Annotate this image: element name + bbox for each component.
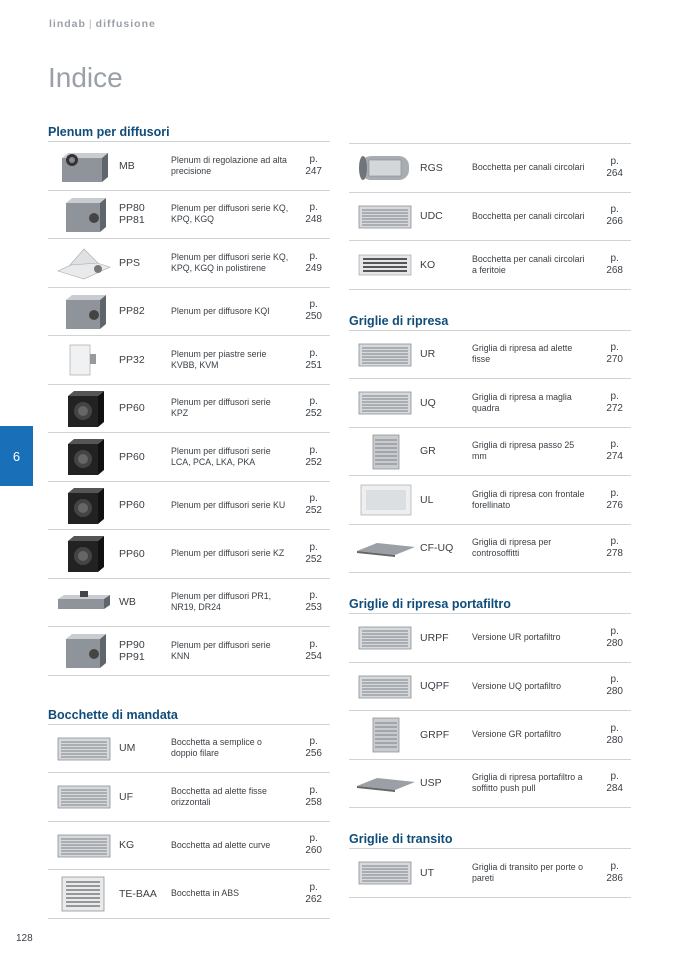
product-description: Plenum per piastre serie KVBB, KVM: [171, 348, 267, 370]
page-reference[interactable]: [305, 385, 322, 433]
product-code: UQ: [420, 396, 436, 409]
section-title: Griglie di ripresa: [349, 312, 631, 331]
product-description: Griglia di ripresa passo 25 mm: [472, 440, 575, 462]
ceiling-panel-icon: [355, 531, 415, 567]
page-reference[interactable]: [305, 627, 322, 675]
index-entry[interactable]: [349, 428, 631, 477]
page-value: 262: [305, 893, 322, 905]
page-value: 268: [606, 264, 623, 276]
page-prefix: p.: [610, 625, 619, 637]
product-description: Griglia di ripresa con frontale forellinato: [472, 488, 585, 510]
product-description: Versione GR portafiltro: [472, 729, 561, 740]
chapter-tab[interactable]: 6: [0, 426, 33, 486]
page-reference[interactable]: [606, 193, 623, 241]
page-prefix: p.: [610, 439, 619, 451]
section-title: Plenum per diffusori: [48, 123, 330, 142]
page-prefix: p.: [610, 674, 619, 686]
page-reference[interactable]: [305, 822, 322, 870]
page-value: 266: [606, 216, 623, 228]
product-description: Bocchetta a semplice o doppio filare: [171, 737, 262, 759]
product-description: Bocchetta in ABS: [171, 888, 239, 899]
product-code: PP60: [119, 402, 145, 415]
section-gap: [349, 808, 631, 830]
product-description: Plenum per diffusori serie KQ, KPQ, KGQ in polistirene: [171, 251, 289, 273]
product-code: KO: [420, 258, 436, 271]
page-reference[interactable]: [305, 191, 322, 239]
product-description: Plenum per diffusori serie KNN: [171, 639, 271, 661]
product-code: UQPF: [420, 680, 450, 693]
index-entry[interactable]: [349, 760, 631, 809]
page-value: 260: [305, 845, 322, 857]
product-code: UDC: [420, 210, 443, 223]
grille-icon: [54, 731, 114, 767]
page-reference[interactable]: [305, 336, 322, 384]
page-prefix: p.: [309, 347, 318, 359]
grille-icon: [355, 620, 415, 656]
product-description: Bocchetta per canali circolari a feritoie: [472, 253, 585, 275]
page-prefix: p.: [309, 202, 318, 214]
product-code: GRPF: [420, 728, 450, 741]
page-prefix: p.: [610, 342, 619, 354]
index-entry[interactable]: [349, 711, 631, 760]
page-prefix: p.: [610, 252, 619, 264]
page-value: 276: [606, 499, 623, 511]
page-value: 251: [305, 359, 322, 371]
page-prefix: p.: [610, 204, 619, 216]
grille-icon: [54, 779, 114, 815]
page-reference[interactable]: [606, 760, 623, 808]
page-prefix: p.: [610, 390, 619, 402]
index-entry[interactable]: [349, 476, 631, 525]
index-entry[interactable]: [48, 579, 330, 628]
page-value: 286: [606, 872, 623, 884]
product-code: TE-BAA: [119, 887, 157, 900]
page-reference[interactable]: [606, 476, 623, 524]
product-description: Versione UR portafiltro: [472, 632, 561, 643]
page-reference[interactable]: [606, 428, 623, 476]
product-description: Griglia di ripresa portafiltro a soffitto push pull: [472, 772, 583, 794]
product-code: PP82: [119, 305, 145, 318]
index-entry[interactable]: [48, 191, 330, 240]
section-gap: [349, 573, 631, 595]
page-prefix: p.: [610, 155, 619, 167]
index-entry[interactable]: [48, 870, 330, 919]
page-reference[interactable]: [305, 579, 322, 627]
page-reference[interactable]: [606, 144, 623, 192]
page-value: 252: [305, 553, 322, 565]
section-gap: [349, 290, 631, 312]
grille-icon: [355, 855, 415, 891]
page-reference[interactable]: [606, 614, 623, 662]
product-description: Bocchetta ad alette curve: [171, 839, 271, 850]
index-entry[interactable]: [349, 144, 631, 193]
page-prefix: p.: [309, 638, 318, 650]
section-title: Bocchette di mandata: [48, 706, 330, 725]
page-value: 270: [606, 354, 623, 366]
index-entry[interactable]: [349, 849, 631, 898]
page-reference[interactable]: [305, 433, 322, 481]
product-code: PP80 PP81: [119, 202, 145, 227]
box-valve-icon: [54, 148, 114, 184]
index-entry[interactable]: [48, 773, 330, 822]
circular-duct-icon: [355, 150, 415, 186]
page-value: 253: [305, 602, 322, 614]
page-value: 248: [305, 214, 322, 226]
product-code: PP60: [119, 499, 145, 512]
product-description: Plenum per diffusori serie KQ, KPQ, KGQ: [171, 203, 289, 225]
index-entry[interactable]: [349, 525, 631, 574]
page-reference[interactable]: [305, 870, 322, 918]
index-entry[interactable]: [48, 725, 330, 774]
page-value: 264: [606, 167, 623, 179]
product-code: PPS: [119, 256, 141, 269]
index-entry[interactable]: [48, 385, 330, 434]
page-value: 280: [606, 734, 623, 746]
page-reference[interactable]: [606, 711, 623, 759]
product-description: Plenum per diffusori serie KZ: [171, 548, 285, 559]
index-entry[interactable]: [48, 142, 330, 191]
page-prefix: p.: [610, 722, 619, 734]
right-column: [349, 143, 631, 898]
left-column: [48, 123, 330, 919]
index-entry[interactable]: [48, 288, 330, 337]
brand-section: diffusione: [95, 18, 156, 30]
page-value: 252: [305, 456, 322, 468]
page-reference[interactable]: [606, 663, 623, 711]
page-value: 252: [305, 505, 322, 517]
page-prefix: p.: [309, 153, 318, 165]
page-prefix: p.: [309, 299, 318, 311]
page-reference[interactable]: [305, 288, 322, 336]
product-code: UT: [420, 866, 434, 879]
page-prefix: p.: [309, 784, 318, 796]
product-description: Griglia di ripresa ad alette fisse: [472, 343, 573, 365]
index-entry[interactable]: [349, 663, 631, 712]
square-grille-icon: [355, 717, 415, 753]
page-reference[interactable]: [305, 530, 322, 578]
product-description: Versione UQ portafiltro: [472, 680, 561, 691]
index-entry[interactable]: [48, 482, 330, 531]
product-code: UF: [119, 790, 133, 803]
product-description: Plenum per diffusori PR1, NR19, DR24: [171, 591, 272, 613]
product-code: USP: [420, 777, 442, 790]
page-prefix: p.: [309, 881, 318, 893]
black-box-icon: [54, 439, 114, 475]
product-code: PP60: [119, 547, 145, 560]
page-value: 280: [606, 686, 623, 698]
product-description: Bocchetta per canali circolari: [472, 162, 585, 173]
product-code: WB: [119, 596, 136, 609]
page-prefix: p.: [309, 444, 318, 456]
product-code: PP32: [119, 353, 145, 366]
black-box-icon: [54, 391, 114, 427]
index-entry[interactable]: [48, 627, 330, 676]
index-entry[interactable]: [349, 614, 631, 663]
page-prefix: p.: [309, 250, 318, 262]
page-prefix: p.: [610, 487, 619, 499]
page-prefix: p.: [309, 493, 318, 505]
product-code: UL: [420, 493, 434, 506]
index-entry[interactable]: [349, 241, 631, 290]
page-reference[interactable]: [606, 331, 623, 379]
grille-icon: [355, 669, 415, 705]
page-value: 284: [606, 783, 623, 795]
grille-icon: [54, 828, 114, 864]
index-entry[interactable]: [48, 530, 330, 579]
page-prefix: p.: [610, 860, 619, 872]
page-value: 249: [305, 262, 322, 274]
product-description: Griglia di transito per porte o pareti: [472, 861, 583, 883]
section-title: Griglie di transito: [349, 830, 631, 849]
page-title: Indice: [48, 62, 123, 93]
brand-header: [49, 18, 156, 30]
product-description: Griglia di ripresa a maglia quadra: [472, 391, 572, 413]
product-description: Bocchetta ad alette fisse orizzontali: [171, 785, 267, 807]
page-value: 280: [606, 637, 623, 649]
page-reference[interactable]: [606, 379, 623, 427]
brand-separator: |: [88, 18, 93, 30]
flat-plenum-icon: [54, 342, 114, 378]
product-description: Plenum per diffusori serie KPZ: [171, 397, 271, 419]
ceiling-panel-icon: [355, 766, 415, 802]
page-value: 250: [305, 311, 322, 323]
page-prefix: p.: [610, 771, 619, 783]
page-value: 258: [305, 796, 322, 808]
louver-icon: [355, 247, 415, 283]
black-box-icon: [54, 536, 114, 572]
box-hole-icon: [54, 633, 114, 669]
index-entry[interactable]: [48, 239, 330, 288]
box-hole-icon: [54, 197, 114, 233]
page-reference[interactable]: [305, 725, 322, 773]
product-code: RGS: [420, 161, 443, 174]
page-value: 254: [305, 650, 322, 662]
long-plenum-icon: [54, 585, 114, 621]
page-reference[interactable]: [606, 241, 623, 289]
section-gap: [48, 676, 330, 706]
brand-name: lindab: [49, 18, 86, 30]
product-description: Bocchetta per canali circolari: [472, 210, 585, 221]
abs-grille-icon: [54, 876, 114, 912]
index-entry[interactable]: [349, 379, 631, 428]
product-code: URPF: [420, 631, 449, 644]
product-code: GR: [420, 445, 436, 458]
product-description: Plenum di regolazione ad alta precisione: [171, 154, 287, 176]
page-reference[interactable]: [305, 773, 322, 821]
product-code: PP60: [119, 450, 145, 463]
page-reference[interactable]: [606, 525, 623, 573]
perforated-icon: [355, 482, 415, 518]
page-prefix: p.: [309, 590, 318, 602]
box-hole-icon: [54, 294, 114, 330]
index-entry[interactable]: [48, 433, 330, 482]
product-description: Plenum per diffusore KQI: [171, 305, 270, 316]
page-reference[interactable]: [305, 239, 322, 287]
page-value: 247: [305, 165, 322, 177]
index-entry[interactable]: [48, 822, 330, 871]
grille-icon: [355, 337, 415, 373]
index-entry[interactable]: [349, 331, 631, 380]
page-prefix: p.: [309, 396, 318, 408]
polystyrene-icon: [54, 245, 114, 281]
page-prefix: p.: [610, 536, 619, 548]
page-reference[interactable]: [305, 482, 322, 530]
page-value: 272: [606, 402, 623, 414]
page-value: 278: [606, 548, 623, 560]
square-grille-icon: [355, 434, 415, 470]
index-entry[interactable]: [48, 336, 330, 385]
product-code: UR: [420, 348, 436, 361]
product-description: Plenum per diffusori serie KU: [171, 499, 286, 510]
page-reference[interactable]: [606, 849, 623, 897]
black-box-icon: [54, 488, 114, 524]
page-prefix: p.: [309, 833, 318, 845]
product-code: KG: [119, 839, 135, 852]
grille-icon: [355, 199, 415, 235]
index-entry[interactable]: [349, 193, 631, 242]
product-description: Plenum per diffusori serie LCA, PCA, LKA, PKA: [171, 445, 271, 467]
product-code: UM: [119, 742, 136, 755]
page-value: 252: [305, 408, 322, 420]
section-title: Griglie di ripresa portafiltro: [349, 595, 631, 614]
product-description: Griglia di ripresa per controsoffitti: [472, 537, 552, 559]
page-number: 128: [16, 933, 33, 944]
page-reference[interactable]: [305, 142, 322, 190]
page-prefix: p.: [309, 736, 318, 748]
product-code: PP90 PP91: [119, 638, 145, 663]
grille-icon: [355, 385, 415, 421]
page-prefix: p.: [309, 541, 318, 553]
page-value: 256: [305, 748, 322, 760]
page-value: 274: [606, 451, 623, 463]
product-code: CF-UQ: [420, 542, 454, 555]
product-code: MB: [119, 159, 135, 172]
